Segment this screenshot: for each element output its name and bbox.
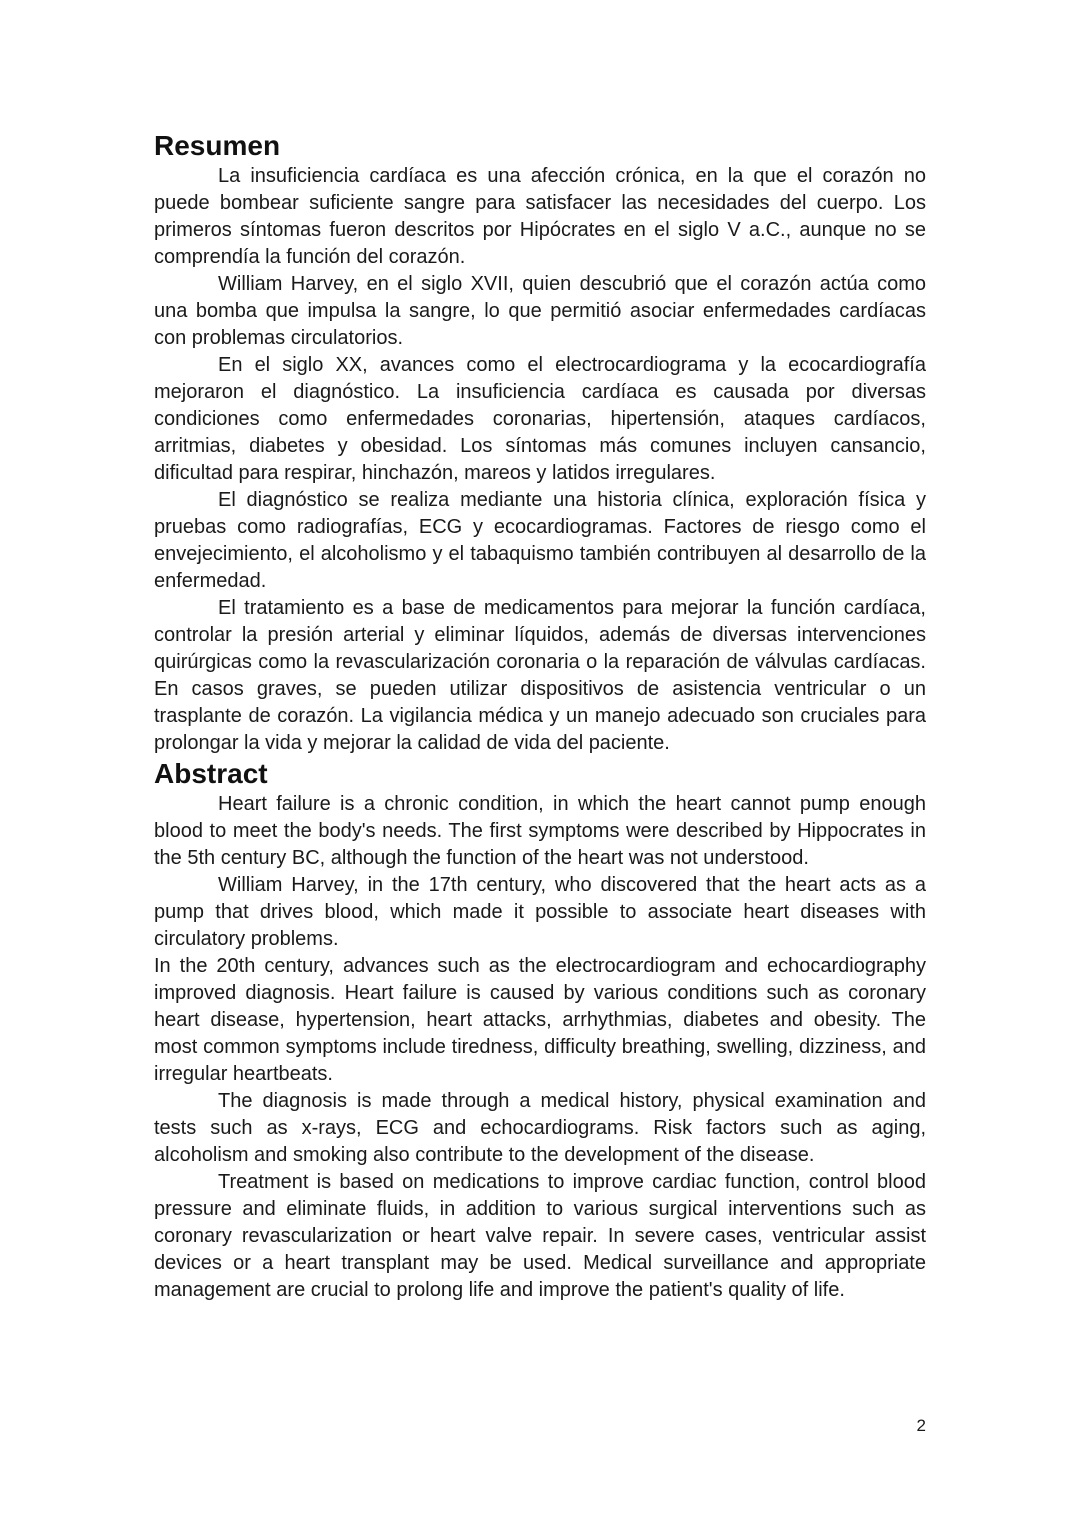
resumen-heading: Resumen [154,130,281,161]
resumen-section [154,129,926,757]
abstract-paragraph-2: William Harvey, in the 17th century, who discovered that the heart acts as a pump that drives blood, which made it possible to associate heart diseases with circulatory problems. [154,874,926,950]
abstract-paragraph-3: In the 20th century, advances such as the electrocardiogram and echocardiography improved diagnosis. Heart failure is caused by various conditions such as coronary heart disease, hypertension, heart attacks, arrhythmias, diabetes and obesity. The most common symptoms include tiredness, difficulty breathing, swelling, dizziness, and irregular heartbeats. [154,955,926,1085]
resumen-paragraph-4: El diagnóstico se realiza mediante una historia clínica, exploración física y pruebas como radiografías, ECG y ecocardiogramas. Factores de riesgo como el envejecimiento, el alcoholismo y el tabaquismo también contribuyen al desarrollo de la enfermedad. [154,489,926,592]
resumen-paragraph-5: El tratamiento es a base de medicamentos para mejorar la función cardíaca, controlar la presión arterial y eliminar líquidos, además de diversas intervenciones quirúrgicas como la revascularización coronaria o la reparación de válvulas cardíacas. En casos graves, se pueden utilizar dispositivos de asistencia ventricular o un trasplante de corazón. La vigilancia médica y un manejo adecuado son cruciales para prolongar la vida y mejorar la calidad de vida del paciente. [154,597,926,754]
resumen-paragraph-2: William Harvey, en el siglo XVII, quien descubrió que el corazón actúa como una bomba que impulsa la sangre, lo que permitió asociar enfermedades cardíacas con problemas circulatorios. [154,273,926,349]
resumen-paragraph-1: La insuficiencia cardíaca es una afección crónica, en la que el corazón no puede bombear suficiente sangre para satisfacer las necesidades del cuerpo. Los primeros síntomas fueron descritos por Hipócrates en el siglo V a.C., aunque no se comprendía la función del corazón. [154,165,926,268]
abstract-paragraph-5: Treatment is based on medications to improve cardiac function, control blood pressure and eliminate fluids, in addition to various surgical interventions such as coronary revascularization or heart valve repair. In severe cases, ventricular assist devices or a heart transplant may be used. Medical surveillance and appropriate management are crucial to prolong life and improve the patient's quality of life. [154,1171,926,1301]
abstract-paragraph-4: The diagnosis is made through a medical history, physical examination and tests such as x-rays, ECG and echocardiograms. Risk factors such as aging, alcoholism and smoking also contribute to the development of the disease. [154,1090,926,1166]
page-number: 2 [916,1416,926,1435]
resumen-paragraph-3: En el siglo XX, avances como el electrocardiograma y la ecocardiografía mejoraron el diagnóstico. La insuficiencia cardíaca es causada por diversas condiciones como enfermedades coronarias, hipertensión, ataques cardíacos, arritmias, diabetes y obesidad. Los síntomas más comunes incluyen cansancio, dificultad para respirar, hinchazón, mareos y latidos irregulares. [154,354,926,484]
abstract-heading: Abstract [154,758,268,789]
abstract-section [154,757,926,1304]
abstract-paragraph-1: Heart failure is a chronic condition, in which the heart cannot pump enough blood to meet the body's needs. The first symptoms were described by Hippocrates in the 5th century BC, although the function of the heart was not understood. [154,793,926,869]
document-page [154,129,926,1304]
